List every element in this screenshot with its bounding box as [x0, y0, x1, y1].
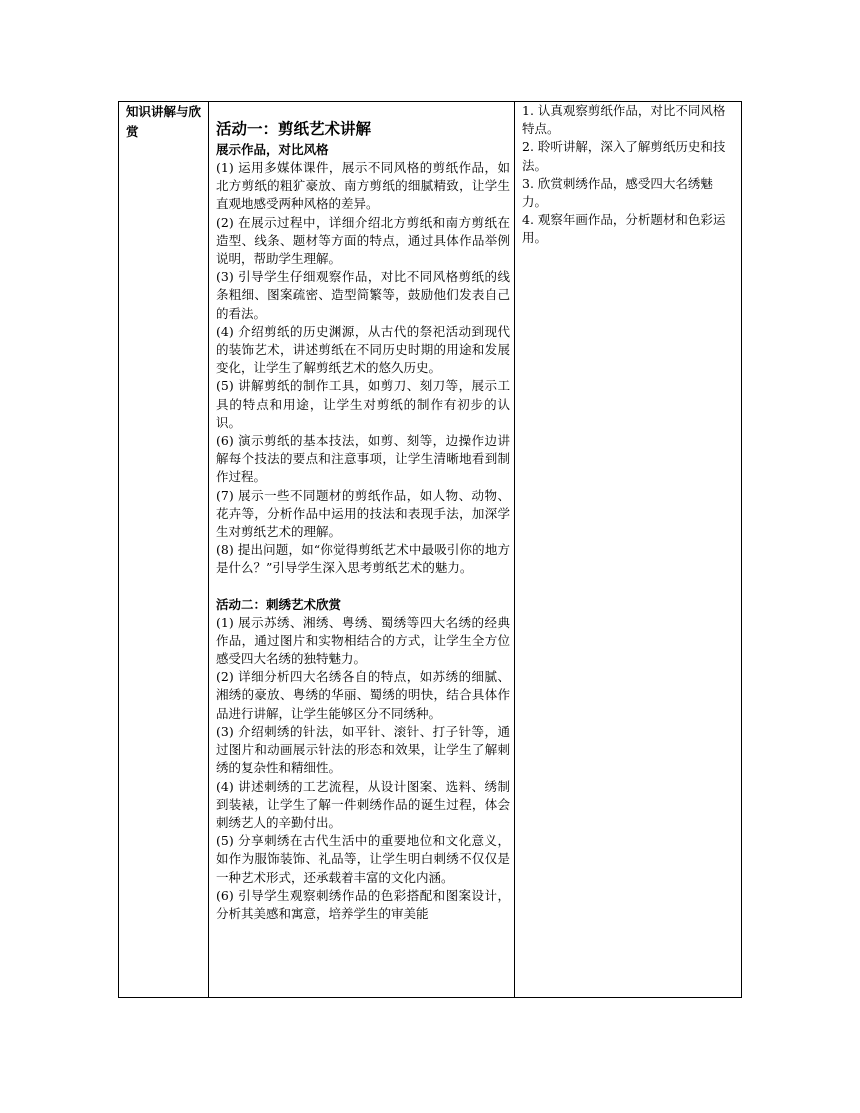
teaching-content-cell	[209, 102, 515, 998]
activity-1-item: (1) 运用多媒体课件，展示不同风格的剪纸作品，如北方剪纸的粗犷豪放、南方剪纸的细腻精致，让学生直观地感受两种风格的差异。	[216, 160, 510, 212]
student-activities	[515, 102, 741, 248]
lesson-plan-table	[118, 101, 742, 998]
section-label-cell	[119, 102, 209, 998]
activity-2-item: (1) 展示苏绣、湘绣、粤绣、蜀绣等四大名绣的经典作品，通过图片和实物相结合的方式，让学生全方位感受四大名绣的独特魅力。	[216, 614, 510, 667]
activity-2-item: (4) 讲述刺绣的工艺流程，从设计图案、选料、绣制到装裱，让学生了解一件刺绣作品的诞生过程，体会刺绣艺人的辛勤付出。	[216, 778, 510, 830]
activity-2-item: (6) 引导学生观察刺绣作品的色彩搭配和图案设计，分析其美感和寓意，培养学生的审美能	[216, 887, 510, 921]
spacer	[216, 578, 510, 596]
teaching-content	[209, 102, 514, 996]
activity-2-item: (3) 介绍刺绣的针法，如平针、滚针、打子针等，通过图片和动画展示针法的形态和效果，让学生了解刺绣的复杂性和精细性。	[216, 723, 510, 776]
student-activity-item: 1. 认真观察剪纸作品，对比不同风格特点。	[522, 103, 726, 137]
activity-1-subtitle: 展示作品，对比风格	[216, 142, 329, 157]
activity-2-item: (5) 分享刺绣在古代生活中的重要地位和文化意义，如作为服饰装饰、礼品等，让学生明白刺绣不仅仅是一种艺术形式，还承载着丰富的文化内涵。	[216, 833, 510, 885]
student-activities-cell	[515, 102, 742, 998]
section-label: 知识讲解与欣赏	[126, 104, 202, 139]
activity-1-item: (3) 引导学生仔细观察作品，对比不同风格剪纸的线条粗细、图案疏密、造型简繁等，鼓励他们发表自己的看法。	[216, 269, 510, 321]
activity-1-title: 活动一：剪纸艺术讲解	[216, 120, 372, 138]
activity-1-item: (8) 提出问题，如“你觉得剪纸艺术中最吸引你的地方是什么？”引导学生深入思考剪纸艺术的魅力。	[216, 542, 510, 576]
activity-2-title: 活动二：刺绣艺术欣赏	[216, 596, 342, 612]
student-activity-item: 3. 欣赏刺绣作品，感受四大名绣魅力。	[522, 175, 713, 210]
student-activity-item: 4. 观察年画作品，分析题材和色彩运用。	[522, 212, 726, 246]
activity-1-item: (7) 展示一些不同题材的剪纸作品，如人物、动物、花卉等，分析作品中运用的技法和表现手法，加深学生对剪纸艺术的理解。	[216, 487, 510, 540]
activity-1-item: (4) 介绍剪纸的历史渊源，从古代的祭祀活动到现代的装饰艺术，讲述剪纸在不同历史时期的用途和发展变化，让学生了解剪纸艺术的悠久历史。	[216, 323, 510, 376]
activity-1-item: (5) 讲解剪纸的制作工具，如剪刀、刻刀等，展示工具的特点和用途，让学生对剪纸的制作有初步的认识。	[216, 378, 510, 430]
activity-2-item: (2) 详细分析四大名绣各自的特点，如苏绣的细腻、湘绣的豪放、粤绣的华丽、蜀绣的明快，结合具体作品进行讲解，让学生能够区分不同绣种。	[216, 669, 510, 721]
student-activity-item: 2. 聆听讲解，深入了解剪纸历史和技法。	[522, 139, 726, 173]
activity-1-item: (2) 在展示过程中，详细介绍北方剪纸和南方剪纸在造型、线条、题材等方面的特点，通过具体作品举例说明，帮助学生理解。	[216, 214, 510, 267]
activity-1-item: (6) 演示剪纸的基本技法，如剪、刻等，边操作边讲解每个技法的要点和注意事项，让学生清晰地看到制作过程。	[216, 433, 510, 485]
table-row	[119, 102, 742, 998]
